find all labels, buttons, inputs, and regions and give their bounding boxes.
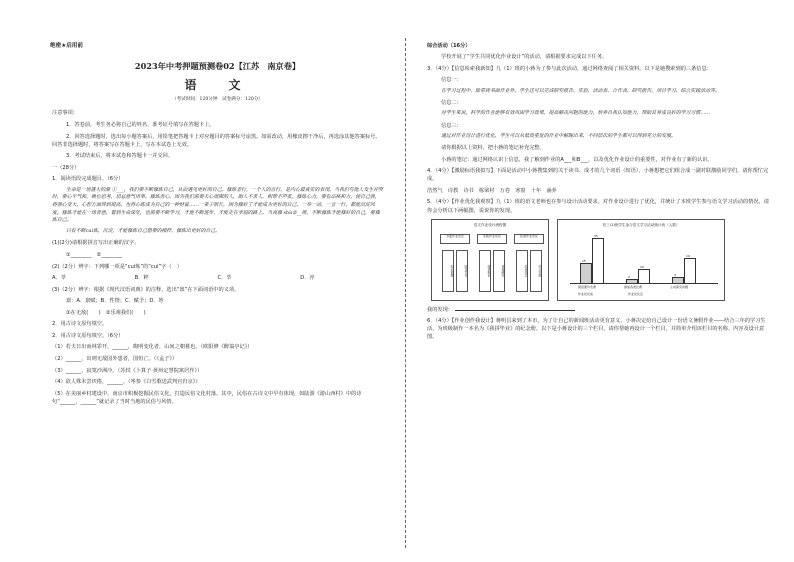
flow-sub-6: 综合实践 (530, 250, 542, 292)
option-b: B．粹 (134, 275, 149, 282)
bar-after-0 (592, 238, 604, 284)
answer-label: 我的发现： (427, 306, 453, 313)
option-c: C．萃 (217, 275, 232, 282)
exam-meta: （考试时间：120分钟 试卷满分：120分） (171, 97, 264, 103)
question-6: 6．（4分）【作业创作我设计】蒋明昌来到了本市，为了让自己的新闻班活动更有意义，小蒋决定给自己设计一份语文暑假作业——结合三年的学习生活，为班级制作一本名为《我拼毕业》的纪念册。以下是小蒋设计的三个栏目，请你帮她再设计一个栏目，并简单介绍该栏目的名称、内容及设计意图。 (427, 318, 766, 341)
flow-sub-1: 知识梳理 (442, 250, 454, 292)
note-3: 3．考试结束后，将本试卷和答题卡一并交回。 (66, 153, 174, 160)
question-2-line-2: （2）______，出则无敌国外患者，国恒亡。（《孟子》） (52, 356, 178, 363)
question-5: 5．（4分）【作业优化我观察】九（1）班的语文老师也在参与设计活动要求，对作业设计进行了优化，并统计了本班学生参与语文学习活动的情况，请你会分析以下两幅图，说说你的发现。 (427, 199, 769, 214)
bar-value-label: 4 (674, 272, 676, 277)
note-2: 2．回答选择题时，选出每小题答案后，用铅笔把答题卡上对应题目的答案标号涂黑。如需改动，用橡皮擦干净后，再选涂其他答案标号。回答非选择题时，将答案写在答题卡上，写在本试卷上无效。 (52, 133, 381, 148)
bar-value-label: 15 (582, 259, 586, 264)
question-4-words: 浩然气 诗教 诗书 栋梁材 万卷 寒窗 十年 涵养 (427, 187, 557, 194)
question-2-line-5: （5）在美丽乡村建设中，南京市积极挖掘民俗文化，打造民俗文化村落。其中，民俗在古诗文中早有体现，如陆游《游山西村》中的诗句“______，______”就记录了当时当地的民俗与风情。 (52, 390, 362, 405)
figures-row (431, 219, 774, 301)
exam-title: 2023年中考押题预测卷02【江苏 南京卷】 (134, 61, 301, 71)
flow-sub-2: 阅读写作 (456, 250, 468, 292)
bar-before-2 (672, 277, 684, 284)
bar-value-label: 2 (628, 275, 630, 280)
info-2: 对学生来说，科学的作业能够有效巩固学习效果，提高解决问题的能力，培养自我认知能力，帮助其养成良好的学习习惯…… (441, 110, 710, 117)
question-1-3-items: 禀：A．禀赋；B．性情；C．赋予；D．姓 (66, 298, 164, 305)
flow-box-2: 实践作业优化 (477, 234, 507, 244)
activity-intro: 学校开展了“学生共同优化作业设计”的活动，请根据要求完成以下任务。 (441, 54, 608, 61)
info-3-label: 信息三： (441, 122, 462, 129)
legend-after: 作业优化后 (628, 291, 644, 296)
bar-chart-figure (557, 219, 725, 301)
category-label: 主动探究问题 (670, 284, 689, 289)
bar-value-label: 10 (640, 265, 644, 270)
option-d: D．淬 (300, 275, 315, 282)
category-label: 阅读课外名著 (578, 284, 597, 289)
question-3-task: 请你根据以上资料，把小蒋的笔记补充完整。 (441, 145, 545, 152)
question-3-note: 小蒋的笔记：通过网络认识上信息，我了解到作业的A___和B___，以及优化作业设计的重要性，对作业有了新的认识。 (441, 156, 713, 163)
category-label: 参加各类比赛 (624, 284, 643, 289)
question-2-line-1: （1）若夫日出而林霏开，______，晦明变化者，山间之朝暮也。（欧阳修《醉翁亭记》） (52, 344, 253, 351)
info-1: 在学习过程中，除常规书面作业外，学生还可以完成研究报告、实验、活动表、合作表、研究报告，项目学习、综合实践活动等。 (441, 87, 720, 94)
info-2-label: 信息二： (441, 99, 462, 106)
note-1: 1．答卷前，考生务必将自己的姓名、准考证号填写在答题卡上。 (66, 121, 215, 128)
flowchart-figure (431, 219, 549, 301)
info-3: 通过对作业设计进行优化，学生可以从低效重复的作业中解脱出来，不同层次的学生都可以得到充分的发展。 (441, 133, 676, 140)
question-1-2-options (52, 274, 383, 282)
bar-value-label: 35 (594, 234, 598, 239)
reading-passage-end: 只有不断cui炼，沉淀，才能修炼自己想要的模样，修炼出更好的自己。 (66, 228, 221, 235)
question-1-2: (2)（2分）辨字：下列哪一项是“cuì炼”的“cuì”字（ ） (52, 263, 182, 270)
flow-sub-5: 创意表达 (516, 250, 528, 292)
notes-heading: 注意事项： (52, 110, 78, 117)
question-1-3-blanks: ①在无敌( ) ②乐观我们( ) (66, 309, 146, 316)
section-title: 综合活动（16分） (427, 42, 471, 49)
bar-after-1 (638, 269, 650, 284)
bar-before-0 (580, 263, 592, 284)
question-1-3: (3)（2分）辨字：根据《现代汉语词典》的注释，选出“禀”在下面词语中的义项。 (52, 286, 240, 293)
bar-after-2 (684, 258, 696, 284)
answer-line[interactable] (455, 305, 575, 311)
question-2: 2．用古诗文原句填空。（6分） (52, 332, 124, 339)
flow-sub-4: 调查研究 (493, 250, 505, 292)
info-1-label: 信息一： (441, 77, 462, 84)
question-5-answer (427, 305, 774, 314)
question-3: 3．（4分）【信息检索我新知】九（1）班的小蒋为了参与此次活动，通过网络查阅了相关资料。以下是她搜索到的三条信息： (427, 65, 712, 72)
question-4: 4．（4分）【激励标语我拟写】下面是活动中小蒋搜集到的关于读书、成才的几个词语（短语），小蒋想把它们组合成一副对联激励同学们，请你帮忙完成。 (427, 168, 769, 183)
flow-sub-3: 演讲辩论 (479, 250, 491, 292)
question-1: 1．阅读语段完成题目。（6分） (52, 176, 124, 183)
reading-passage: 生命是一场盛大的滑 ①___，我们要不断修炼自己，从而遇见更好的自己。修炼者行，一个人的言行，是内心最真实的表现。当我们与他人发生冲突时，要心平气和，换位思考，切忌意气用事。修炼善心，因为我们需要关心周围的人，助人不求人，相帮不声张。修炼心力，要有品格和力，使自己强，将强心变大，心智方面得到提高，也将心练成为自己的一种财富……一辈子很长，因为修好了才能成为更好的自己，一举一动，一言一行，都能沉淀风度。修炼才能在一场善意，看到生命深处，也需要不断学习，才能不断进步，才能走在幸福的路上。当真修 shù②__境，不断修炼才能修好的自己，要修炼自己。 (52, 186, 384, 224)
option-a: A．萃 (52, 275, 66, 282)
question-1-1-blanks: ①________ ②________ (66, 251, 122, 258)
bar-chart-title: 初三(1)班学生参与语文学习活动统计表（人数） (602, 222, 680, 227)
subject-title: 语 文 (184, 77, 251, 92)
question-1-1: (1)(2分)请根据拼音写出正确的汉字。 (52, 240, 140, 247)
flowchart-title: 语文作业设计流程图 (473, 222, 507, 227)
section-1-heading: 一（28分） (52, 164, 80, 171)
flow-box-1: 书面作业优化 (440, 234, 470, 244)
question-2-line-3: （3）______，寂寞沙洲冷。（苏轼《卜算子·黄州定慧院寓居作》） (52, 367, 203, 374)
question-2-intro: 2．用古诗文原句填空。 (52, 321, 108, 328)
secret-mark: 绝密★启用前 (50, 43, 83, 49)
bar-value-label: 19 (686, 254, 690, 259)
right-column (397, 0, 794, 562)
question-2-line-4: （4）欲人殊未尝厌倦，______。（岑参《白雪歌送武判官归京》） (52, 379, 201, 386)
flow-box-3: 拓展作业优化 (514, 234, 544, 244)
legend-before: 作业优化前 (578, 291, 594, 296)
